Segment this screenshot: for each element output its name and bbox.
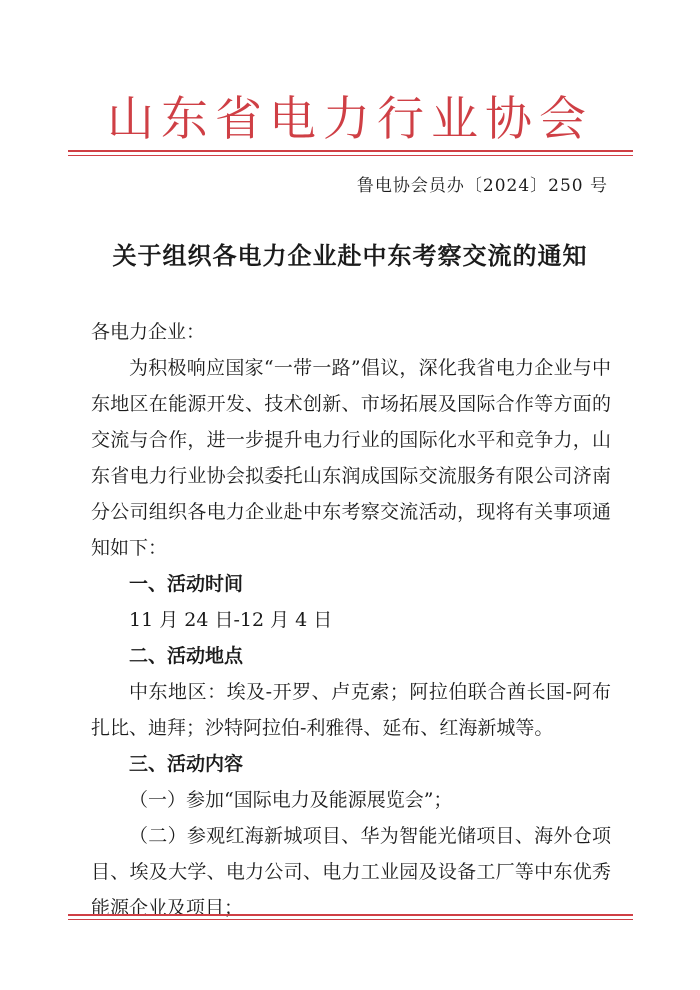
intro-paragraph: 为积极响应国家“一带一路”倡议，深化我省电力企业与中东地区在能源开发、技术创新、市场拓展及国际合作等方面的交流与合作，进一步提升电力行业的国际化水平和竞争力，山东省电力行业协会拟委托山东润成国际交流服务有限公司济南分公司组织各电力企业赴中东考察交流活动，现将有关事项通知如下： xyxy=(91,357,611,559)
footer-divider xyxy=(68,914,633,920)
document-title: 关于组织各电力企业赴中东考察交流的通知 xyxy=(112,241,588,270)
section-text-time: 11 月 24 日-12 月 4 日 xyxy=(129,609,333,631)
document-number: 鲁电协会员办〔2024〕250 号 xyxy=(356,176,608,196)
section-text-location: 中东地区：埃及-开罗、卢克索；阿拉伯联合酋长国-阿布扎比、迪拜；沙特阿拉伯-利雅得、延布、红海新城等。 xyxy=(91,681,611,739)
header-divider xyxy=(68,150,633,156)
section-heading-content: 三、活动内容 xyxy=(129,753,244,775)
section-heading-location: 二、活动地点 xyxy=(129,645,244,667)
section-heading-time: 一、活动时间 xyxy=(129,573,244,595)
content-item-1: （一）参加“国际电力及能源展览会”； xyxy=(129,789,453,811)
org-masthead: 山东省电力行业协会 xyxy=(107,92,593,147)
content-item-2: （二）参观红海新城项目、华为智能光储项目、海外仓项目、埃及大学、电力公司、电力工业园及设备工厂等中东优秀能源企业及项目； xyxy=(91,825,611,919)
salutation: 各电力企业： xyxy=(91,321,206,343)
